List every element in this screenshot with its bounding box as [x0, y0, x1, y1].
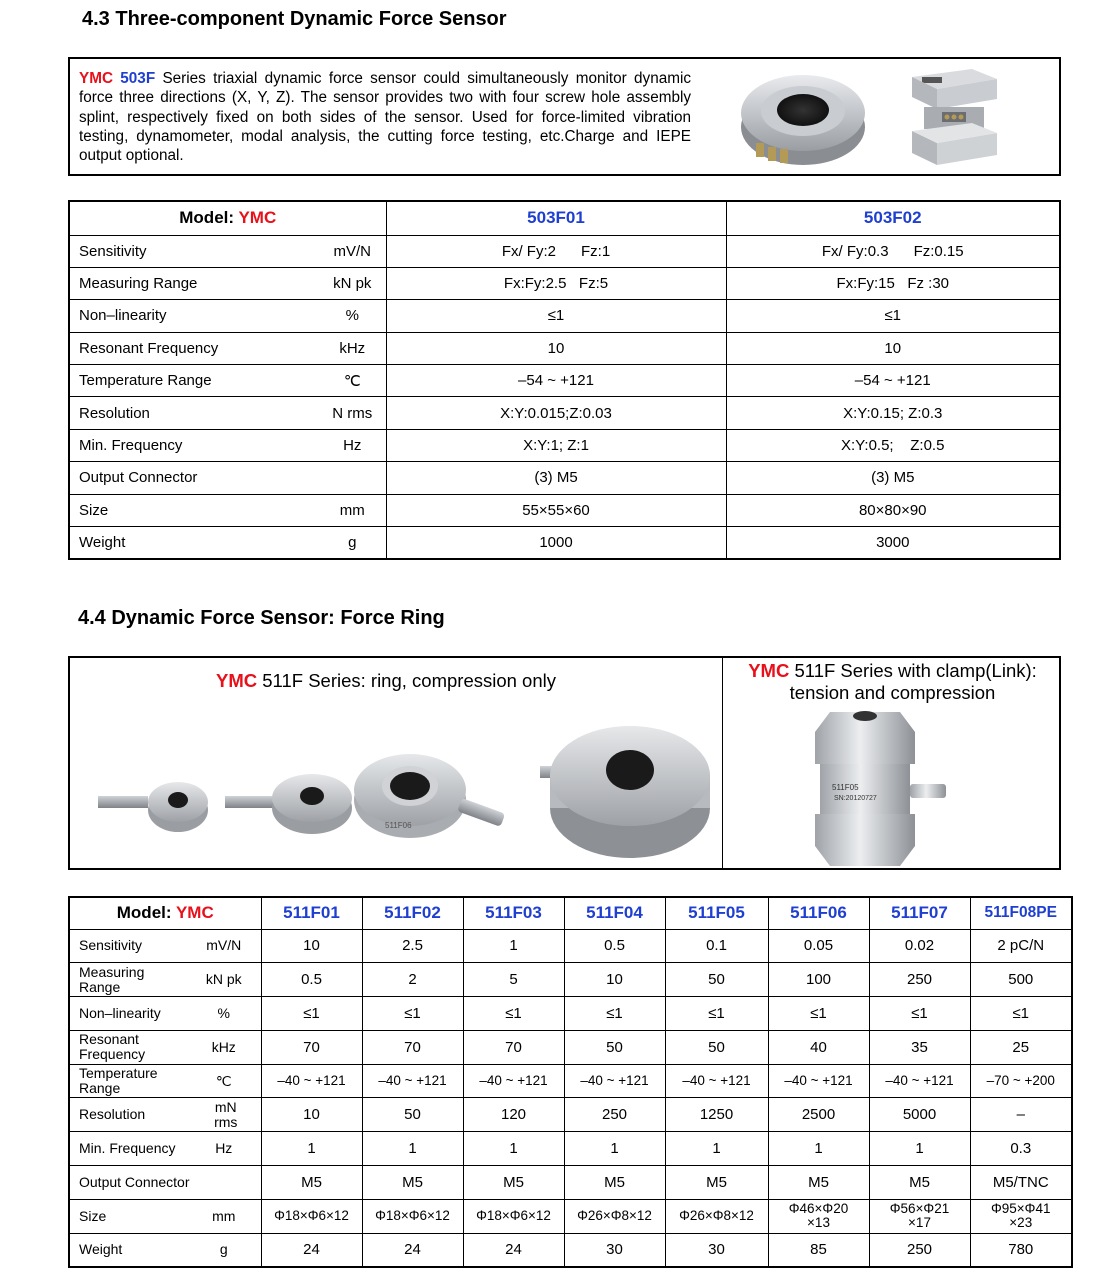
- row-unit: N rms: [259, 397, 386, 429]
- table-row: [69, 1132, 1072, 1166]
- row-label: Resonant Frequency: [69, 1030, 187, 1064]
- value-cell: 250: [564, 1098, 665, 1132]
- value-cell: 50: [564, 1030, 665, 1064]
- row-unit: %: [259, 300, 386, 332]
- intro-box: [68, 57, 1061, 176]
- table-row: [69, 397, 1060, 429]
- brand-name: YMC: [238, 208, 277, 228]
- value-cell: 120: [463, 1098, 564, 1132]
- value-cell: 1: [564, 1132, 665, 1166]
- value-cell: –40 ~ +121: [362, 1064, 463, 1098]
- table-header-row: [69, 897, 1072, 929]
- value-cell: 1: [665, 1132, 768, 1166]
- value-cell: 2 pC/N: [970, 929, 1072, 963]
- value-cell: 50: [362, 1098, 463, 1132]
- value-cell: Fx:Fy:15 Fz :30: [726, 267, 1060, 299]
- value-cell: Φ18×Φ6×12: [362, 1199, 463, 1233]
- table-row: [69, 300, 1060, 332]
- row-label: Min. Frequency: [69, 429, 259, 461]
- table-row: [69, 1064, 1072, 1098]
- value-cell: 1: [869, 1132, 970, 1166]
- value-cell: 2: [362, 963, 463, 997]
- model-column-header: 511F08PE: [970, 897, 1072, 929]
- ring-series-title: [216, 670, 556, 692]
- row-label: Output Connector: [69, 462, 259, 494]
- value-cell: –: [970, 1098, 1072, 1132]
- intro-paragraph: [79, 69, 691, 165]
- value-cell: 5: [463, 963, 564, 997]
- row-label: Resolution: [69, 397, 259, 429]
- value-cell: 5000: [869, 1098, 970, 1132]
- brand-name: YMC: [216, 670, 258, 691]
- model-column-header: 511F02: [362, 897, 463, 929]
- value-cell: M5: [869, 1166, 970, 1200]
- value-cell: M5: [665, 1166, 768, 1200]
- row-unit: mV/N: [187, 929, 261, 963]
- table-row: [69, 1199, 1072, 1233]
- value-cell: Fx/ Fy:2 Fz:1: [386, 235, 726, 267]
- table-row: [69, 997, 1072, 1031]
- value-cell: 1000: [386, 527, 726, 559]
- model-column-header: 511F03: [463, 897, 564, 929]
- table-row: [69, 963, 1072, 997]
- value-cell: 24: [463, 1233, 564, 1267]
- value-cell: X:Y:1; Z:1: [386, 429, 726, 461]
- value-cell: 25: [970, 1030, 1072, 1064]
- spec-table-511f: [68, 896, 1073, 1268]
- sensor-engraving-text: 511F05: [832, 783, 859, 792]
- row-label: Size: [69, 1199, 187, 1233]
- row-unit: mm: [259, 494, 386, 526]
- row-label: Sensitivity: [69, 929, 187, 963]
- value-cell: (3) M5: [386, 462, 726, 494]
- table-row: [69, 494, 1060, 526]
- value-cell: 70: [362, 1030, 463, 1064]
- value-cell: 1: [768, 1132, 869, 1166]
- value-cell: 1: [362, 1132, 463, 1166]
- table-row: [69, 527, 1060, 559]
- intro-body: Series triaxial dynamic force sensor could simultaneously monitor dynamic force three directions (X, Y, Z). The sensor provides two with four screw hole assembly splint, respectively fixed on both sides of the sensor. Used for force-limited vibration testing, dynamometer, modal analysis, the cutting force testing, etc.Charge and IEPE output optional.: [79, 70, 691, 165]
- series-name: 503F: [120, 70, 156, 87]
- ring-series-title-text: 511F Series: ring, compression only: [257, 670, 556, 691]
- value-cell: 30: [564, 1233, 665, 1267]
- value-cell: 85: [768, 1233, 869, 1267]
- table-row: [69, 1166, 1072, 1200]
- value-cell: X:Y:0.15; Z:0.3: [726, 397, 1060, 429]
- table-row: [69, 365, 1060, 397]
- sensor-503f-cube-image: [902, 65, 1002, 173]
- table-row: [69, 1030, 1072, 1064]
- sensor-engraving-text: 511F06: [385, 821, 412, 830]
- value-cell: 780: [970, 1233, 1072, 1267]
- brand-name: YMC: [748, 660, 790, 681]
- value-cell: 10: [261, 1098, 362, 1132]
- row-unit: kHz: [259, 332, 386, 364]
- row-label: Temperature Range: [69, 365, 259, 397]
- row-label: Min. Frequency: [69, 1132, 187, 1166]
- sensor-503f-round-image: [738, 65, 868, 173]
- row-label: Resolution: [69, 1098, 187, 1132]
- value-cell: 40: [768, 1030, 869, 1064]
- row-label: Non–linearity: [69, 997, 187, 1031]
- force-ring-image-box: [68, 656, 1061, 870]
- row-label: Resonant Frequency: [69, 332, 259, 364]
- value-cell: 35: [869, 1030, 970, 1064]
- value-cell: –40 ~ +121: [564, 1064, 665, 1098]
- value-cell: 10: [726, 332, 1060, 364]
- value-cell: ≤1: [665, 997, 768, 1031]
- row-unit: kHz: [187, 1030, 261, 1064]
- row-unit: [187, 1166, 261, 1200]
- value-cell: 24: [362, 1233, 463, 1267]
- value-cell: 250: [869, 963, 970, 997]
- value-cell: –40 ~ +121: [261, 1064, 362, 1098]
- value-cell: Φ46×Φ20 ×13: [768, 1199, 869, 1233]
- value-cell: ≤1: [463, 997, 564, 1031]
- row-label: Measuring Range: [69, 963, 187, 997]
- value-cell: 1: [463, 1132, 564, 1166]
- value-cell: –40 ~ +121: [768, 1064, 869, 1098]
- value-cell: 1: [261, 1132, 362, 1166]
- clamp-series-title-line1: 511F Series with clamp(Link):: [789, 660, 1037, 681]
- model-503f02: 503F02: [726, 201, 1060, 235]
- value-cell: Φ18×Φ6×12: [463, 1199, 564, 1233]
- value-cell: X:Y:0.015;Z:0.03: [386, 397, 726, 429]
- value-cell: 10: [386, 332, 726, 364]
- value-cell: ≤1: [869, 997, 970, 1031]
- model-header-cell: [69, 201, 386, 235]
- value-cell: –40 ~ +121: [869, 1064, 970, 1098]
- value-cell: ≤1: [362, 997, 463, 1031]
- row-label: Weight: [69, 1233, 187, 1267]
- model-label: Model:: [179, 208, 239, 228]
- table-row: [69, 429, 1060, 461]
- value-cell: M5: [564, 1166, 665, 1200]
- value-cell: M5: [261, 1166, 362, 1200]
- value-cell: –54 ~ +121: [726, 365, 1060, 397]
- value-cell: 50: [665, 963, 768, 997]
- row-label: Temperature Range: [69, 1064, 187, 1098]
- value-cell: Φ95×Φ41 ×23: [970, 1199, 1072, 1233]
- value-cell: 1: [463, 929, 564, 963]
- section-heading-4-3: 4.3 Three-component Dynamic Force Sensor: [82, 8, 507, 30]
- row-label: Sensitivity: [69, 235, 259, 267]
- row-unit: ℃: [259, 365, 386, 397]
- row-unit: g: [259, 527, 386, 559]
- value-cell: 500: [970, 963, 1072, 997]
- row-unit: mV/N: [259, 235, 386, 267]
- model-column-header: 511F07: [869, 897, 970, 929]
- value-cell: X:Y:0.5; Z:0.5: [726, 429, 1060, 461]
- value-cell: (3) M5: [726, 462, 1060, 494]
- table-row: [69, 332, 1060, 364]
- value-cell: –54 ~ +121: [386, 365, 726, 397]
- spec-table-503f: [68, 200, 1061, 560]
- value-cell: 50: [665, 1030, 768, 1064]
- value-cell: 1250: [665, 1098, 768, 1132]
- value-cell: 0.5: [261, 963, 362, 997]
- row-unit: kN pk: [259, 267, 386, 299]
- row-unit: kN pk: [187, 963, 261, 997]
- value-cell: M5: [463, 1166, 564, 1200]
- table-row: [69, 1098, 1072, 1132]
- value-cell: 24: [261, 1233, 362, 1267]
- value-cell: 100: [768, 963, 869, 997]
- value-cell: ≤1: [564, 997, 665, 1031]
- brand-name: YMC: [175, 903, 214, 923]
- value-cell: Φ26×Φ8×12: [564, 1199, 665, 1233]
- value-cell: 0.05: [768, 929, 869, 963]
- table-row: [69, 267, 1060, 299]
- row-label: Weight: [69, 527, 259, 559]
- model-503f01: 503F01: [386, 201, 726, 235]
- model-column-header: 511F04: [564, 897, 665, 929]
- row-unit: Hz: [259, 429, 386, 461]
- value-cell: –40 ~ +121: [463, 1064, 564, 1098]
- row-unit: [259, 462, 386, 494]
- force-ring-sensors-image: [90, 718, 710, 868]
- value-cell: 10: [261, 929, 362, 963]
- value-cell: Φ26×Φ8×12: [665, 1199, 768, 1233]
- table-row: [69, 235, 1060, 267]
- row-unit: ℃: [187, 1064, 261, 1098]
- value-cell: –70 ~ +200: [970, 1064, 1072, 1098]
- model-column-header: 511F05: [665, 897, 768, 929]
- row-label: Non–linearity: [69, 300, 259, 332]
- row-unit: g: [187, 1233, 261, 1267]
- value-cell: ≤1: [386, 300, 726, 332]
- value-cell: 80×80×90: [726, 494, 1060, 526]
- row-label: Output Connector: [69, 1166, 187, 1200]
- section-heading-4-4: 4.4 Dynamic Force Sensor: Force Ring: [78, 607, 445, 629]
- clamp-series-title: [722, 660, 1063, 704]
- value-cell: Fx/ Fy:0.3 Fz:0.15: [726, 235, 1060, 267]
- table-header-row: [69, 201, 1060, 235]
- value-cell: 55×55×60: [386, 494, 726, 526]
- row-unit: mm: [187, 1199, 261, 1233]
- row-label: Size: [69, 494, 259, 526]
- model-header-cell: [69, 897, 261, 929]
- force-link-sensor-image: [800, 702, 950, 870]
- table-row: [69, 1233, 1072, 1267]
- value-cell: 250: [869, 1233, 970, 1267]
- value-cell: M5/TNC: [970, 1166, 1072, 1200]
- value-cell: 70: [463, 1030, 564, 1064]
- sensor-engraving-serial: SN:20120727: [834, 795, 877, 802]
- clamp-series-title-line2: tension and compression: [789, 682, 996, 703]
- value-cell: 0.02: [869, 929, 970, 963]
- model-column-header: 511F06: [768, 897, 869, 929]
- value-cell: 10: [564, 963, 665, 997]
- value-cell: M5: [362, 1166, 463, 1200]
- brand-name: YMC: [79, 70, 113, 87]
- value-cell: Φ56×Φ21 ×17: [869, 1199, 970, 1233]
- value-cell: Φ18×Φ6×12: [261, 1199, 362, 1233]
- value-cell: 2.5: [362, 929, 463, 963]
- table-row: [69, 929, 1072, 963]
- model-column-header: 511F01: [261, 897, 362, 929]
- value-cell: ≤1: [261, 997, 362, 1031]
- value-cell: 3000: [726, 527, 1060, 559]
- row-unit: mN rms: [187, 1098, 261, 1132]
- value-cell: ≤1: [768, 997, 869, 1031]
- value-cell: M5: [768, 1166, 869, 1200]
- value-cell: 30: [665, 1233, 768, 1267]
- value-cell: ≤1: [726, 300, 1060, 332]
- row-unit: Hz: [187, 1132, 261, 1166]
- value-cell: 0.1: [665, 929, 768, 963]
- row-unit: %: [187, 997, 261, 1031]
- value-cell: 2500: [768, 1098, 869, 1132]
- value-cell: 70: [261, 1030, 362, 1064]
- value-cell: 0.3: [970, 1132, 1072, 1166]
- row-label: Measuring Range: [69, 267, 259, 299]
- value-cell: –40 ~ +121: [665, 1064, 768, 1098]
- table-row: [69, 462, 1060, 494]
- value-cell: 0.5: [564, 929, 665, 963]
- value-cell: ≤1: [970, 997, 1072, 1031]
- model-label: Model:: [116, 903, 176, 923]
- value-cell: Fx:Fy:2.5 Fz:5: [386, 267, 726, 299]
